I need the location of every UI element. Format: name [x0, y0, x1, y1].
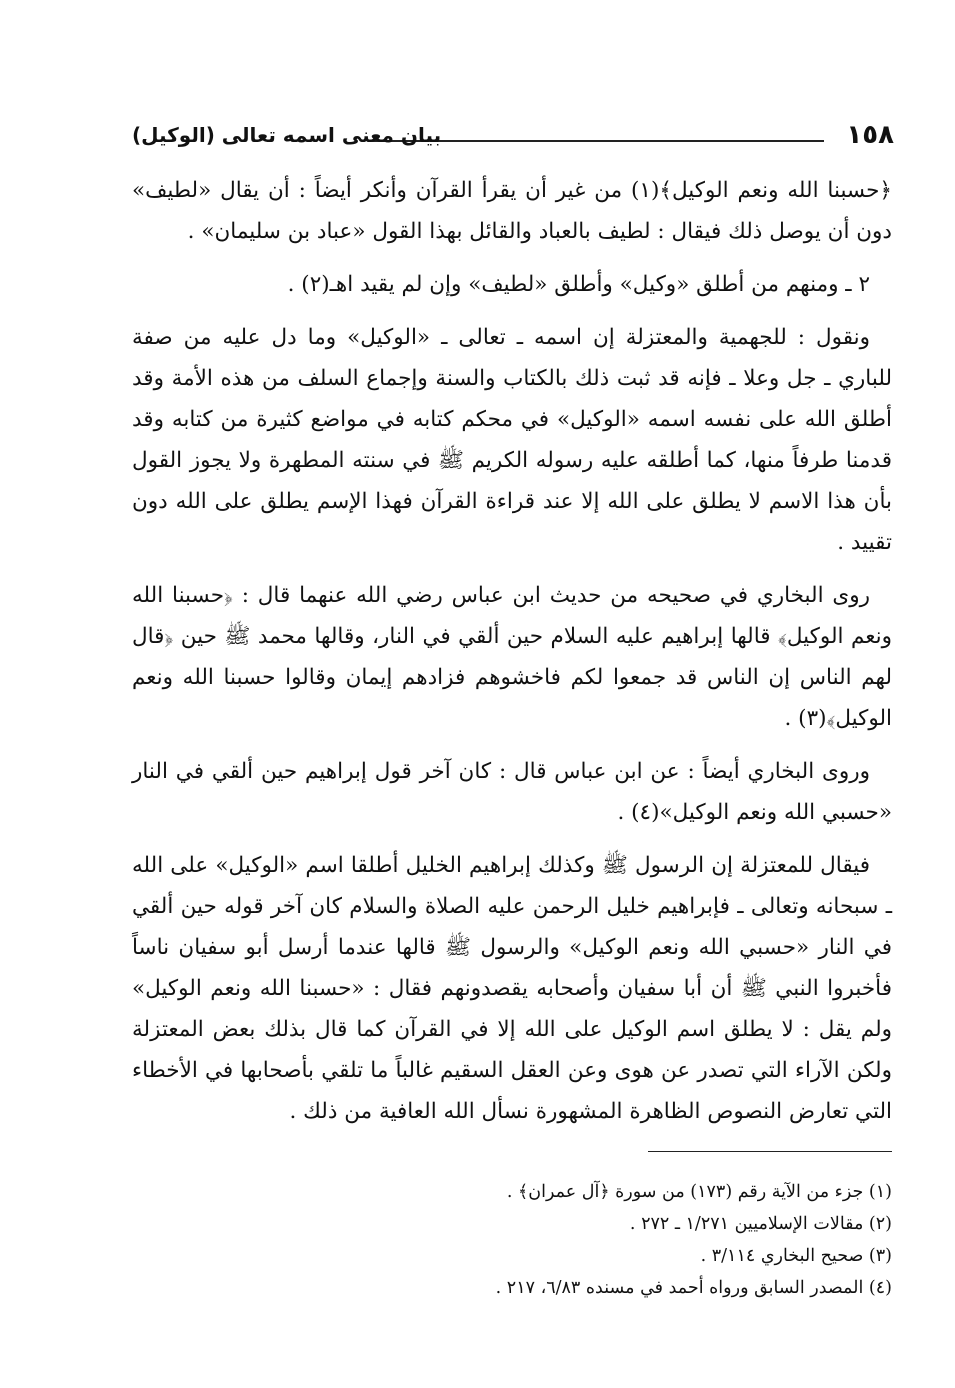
footnotes [132, 1176, 892, 1304]
page-number: ١٥٨ [846, 120, 894, 150]
footnote-1: (١) جزء من الآية رقم (١٧٣) من سورة ﴿آل عمران﴾ . [506, 1182, 892, 1202]
page-header [132, 118, 894, 158]
paragraph-3: ونقول : للجهمية والمعتزلة إن اسمه ـ تعالى ـ «الوكيل» وما دل عليه من صفة للباري ـ جل وعلا ـ فإنه قد ثبت ذلك بالكتاب والسنة وإجماع السلف من هذه الأمة وقد أطلق الله على نفسه اسمه «الوكيل» في محكم كتابه في مواضع كثيرة من كتابه وقد قدمنا طرفاً منها، كما أطلقه عليه رسوله الكريم ﷺ في سنته المطهرة ولا يجوز القول بأن هذا الاسم لا يطلق على الله إلا عند قراءة القرآن فهذا الإسم يطلق على الله دون تقييد . [132, 325, 892, 555]
paragraph-5: وروى البخاري أيضاً : عن ابن عباس قال : كان آخر قول إبراهيم حين ألقي في النار «حسبي الله ونعم الوكيل»(٤) . [132, 759, 892, 825]
footnote-4: (٤) المصدر السابق ورواه أحمد في مسنده ٦/٨٣، ٢١٧ . [495, 1278, 892, 1298]
footnote-separator [648, 1151, 892, 1152]
paragraph-1: ﴿حسبنا الله ونعم الوكيل﴾(١) من غير أن يقرأ القرآن وأنكر أيضاً : أن يقال «لطيف» دون أن يوصل ذلك فيقال : لطيف بالعباد والقائل بهذا القول «عباد بن سليمان» . [132, 178, 893, 244]
footnote-3: (٣) صحيح البخاري ٣/١١٤ . [700, 1246, 892, 1266]
paragraph-6: فيقال للمعتزلة إن الرسول ﷺ وكذلك إبراهيم الخليل أطلقا اسم «الوكيل» على الله ـ سبحانه وتعالى ـ فإبراهيم خليل الرحمن عليه الصلاة والسلام كان آخر قوله حين ألقي في النار «حسبي الله ونعم الوكيل» والرسول ﷺ قالها عندما أرسل أبو سفيان ناساً فأخبروا النبي ﷺ أن أبا سفيان وأصحابه يقصدونهم فقال : «حسبنا الله ونعم الوكيل» ولم يقل : لا يطلق اسم الوكيل على الله إلا في القرآن كما قال بذلك بعض المعتزلة ولكن الآراء التي تصدر عن هوى وعن العقل السقيم غالباً ما تلقي بأصحابها في الأخطاء التي تعارض النصوص الظاهرة المشهورة نسأل الله العافية من ذلك . [132, 853, 892, 1124]
main-text [132, 170, 892, 1144]
footnote-2: (٢) مقالات الإسلاميين ١/٢٧١ ـ ٢٧٢ . [629, 1214, 892, 1234]
paragraph-2: ٢ ـ ومنهم من أطلق «وكيل» وأطلق «لطيف» وإن لم يقيد اهـ(٢) . [287, 272, 870, 297]
running-title: بيان معنى اسمه تعالى (الوكيل) [132, 123, 442, 147]
paragraph-4: روى البخاري في صحيحه من حديث ابن عباس رضي الله عنهما قال : ﴿حسبنا الله ونعم الوكيل﴾ قالها إبراهيم عليه السلام حين ألقي في النار، وقالها محمد ﷺ حين ﴿قال لهم الناس إن الناس قد جمعوا لكم فاخشوهم فزادهم إيمان وقالوا حسبنا الله ونعم الوكيل﴾(٣) . [132, 583, 892, 731]
